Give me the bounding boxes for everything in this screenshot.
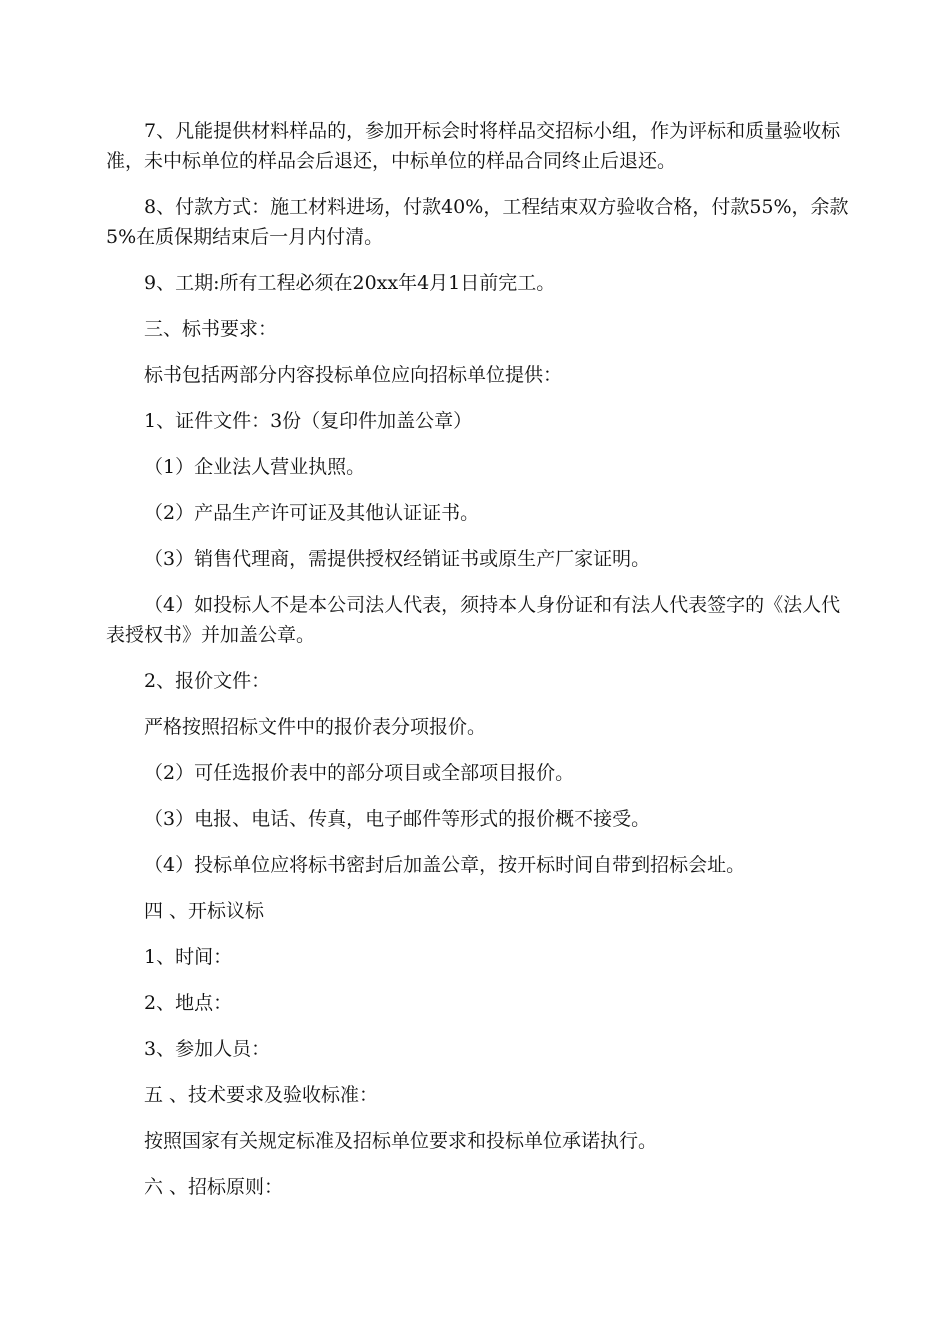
- paragraph-quotation-strict: 严格按照招标文件中的报价表分项报价。: [144, 716, 487, 738]
- paragraph-time: 1、时间：: [144, 946, 233, 968]
- paragraph-certificate-3: （3）销售代理商，需提供授权经销证书或原生产厂家证明。: [144, 548, 651, 570]
- paragraph-quotation-3: （3）电报、电话、传真，电子邮件等形式的报价概不接受。: [144, 808, 651, 830]
- paragraph-technical-standard: 按照国家有关规定标准及招标单位要求和投标单位承诺执行。: [144, 1130, 658, 1152]
- paragraph-item-9-deadline: 9、工期:所有工程必须在20xx年4月1日前完工。: [144, 272, 556, 294]
- paragraph-certificates: 1、证件文件：3份（复印件加盖公章）: [144, 410, 473, 432]
- paragraph-item-7-samples: 7、凡能提供材料样品的，参加开标会时将样品交招标小组，作为评标和质量验收标准，未中标单位的样品会后退还，中标单位的样品合同终止后退还。: [106, 120, 841, 172]
- paragraph-bid-contents: 标书包括两部分内容投标单位应向招标单位提供：: [144, 364, 563, 386]
- document-body: [106, 116, 852, 1218]
- paragraph-certificate-1: （1）企业法人营业执照。: [144, 456, 366, 478]
- paragraph-quotation-4: （4）投标单位应将标书密封后加盖公章，按开标时间自带到招标会址。: [144, 854, 746, 876]
- section-heading-5-technical: 五 、技术要求及验收标准：: [144, 1084, 379, 1106]
- section-heading-6-principles: 六 、招标原则：: [144, 1176, 284, 1198]
- section-heading-3-bid-requirements: 三、标书要求：: [144, 318, 278, 340]
- paragraph-quotation-docs: 2、报价文件：: [144, 670, 271, 692]
- paragraph-quotation-2: （2）可任选报价表中的部分项目或全部项目报价。: [144, 762, 575, 784]
- paragraph-certificate-2: （2）产品生产许可证及其他认证证书。: [144, 502, 480, 524]
- section-heading-4-opening: 四 、开标议标: [144, 900, 265, 922]
- paragraph-item-8-payment: 8、付款方式：施工材料进场，付款40%，工程结束双方验收合格，付款55%，余款5%在质保期结束后一月内付清。: [106, 196, 849, 248]
- paragraph-certificate-4: （4）如投标人不是本公司法人代表，须持本人身份证和有法人代表签字的《法人代表授权书》并加盖公章。: [106, 594, 841, 646]
- paragraph-location: 2、地点：: [144, 992, 233, 1014]
- paragraph-participants: 3、参加人员：: [144, 1038, 271, 1060]
